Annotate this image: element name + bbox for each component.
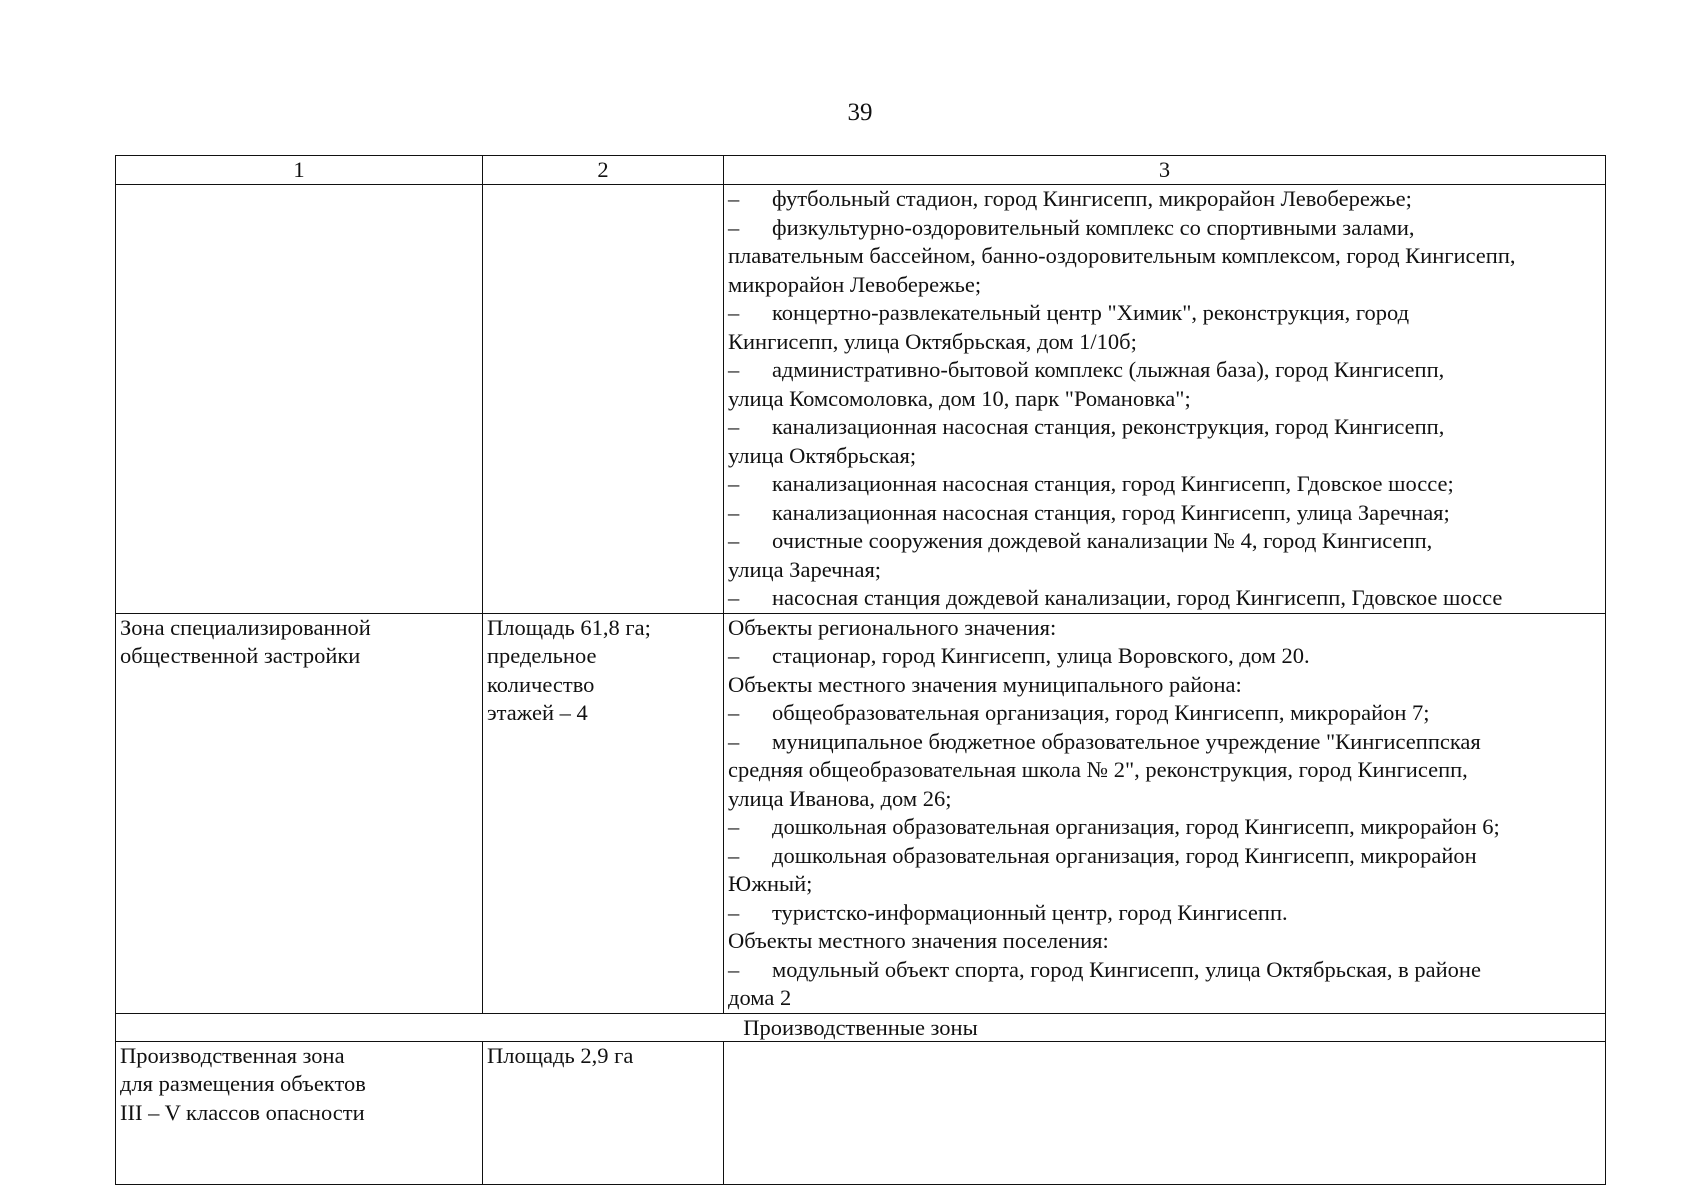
cell-line: Производственная зона [120, 1042, 345, 1068]
list-item-text: муниципальное бюджетное образовательное учреждение "Кингисеппская [772, 728, 1481, 754]
header-cell-3: 3 [724, 156, 1606, 185]
cell-line: улица Заречная; [728, 556, 882, 582]
list-item [728, 842, 1601, 871]
list-dash: – [728, 528, 740, 553]
list-dash: – [728, 814, 740, 839]
list-dash: – [728, 728, 740, 754]
list-dash: – [728, 499, 740, 525]
list-item [728, 728, 1601, 757]
cell-line: Площадь 61,8 га; [487, 614, 651, 640]
zone-name-cell [116, 185, 483, 614]
list-item-text: канализационная насосная станция, реконструкция, город Кингисепп, [772, 414, 1445, 439]
table-row [116, 613, 1606, 1013]
zone-params-cell [483, 1041, 724, 1184]
cell-line: улица Комсомоловка, дом 10, парк "Романовка"; [728, 385, 1191, 411]
list-item [728, 299, 1601, 328]
cell-line: микрорайон Левобережье; [728, 271, 982, 297]
list-item [728, 699, 1601, 728]
cell-line: плавательным бассейном, банно-оздоровительным комплексом, город Кингисепп, [728, 243, 1516, 268]
list-item-text: концертно-развлекательный центр "Химик", реконструкция, город [772, 300, 1410, 325]
cell-line: Южный; [728, 871, 813, 896]
list-dash: – [728, 842, 740, 868]
zone-objects-cell [724, 1041, 1606, 1184]
list-item-text: футбольный стадион, город Кингисепп, микрорайон Левобережье; [772, 186, 1412, 211]
list-item [728, 470, 1601, 499]
section-row [116, 1013, 1606, 1041]
cell-line: Кингисепп, улица Октябрьская, дом 1/10б; [728, 328, 1137, 354]
list-dash: – [728, 471, 740, 496]
cell-line: улица Иванова, дом 26; [728, 785, 952, 811]
zone-params-cell [483, 185, 724, 614]
cell-line: Площадь 2,9 га [487, 1042, 634, 1068]
zone-objects-cell [724, 185, 1606, 614]
list-item-text: физкультурно-оздоровительный комплекс со спортивными залами, [772, 214, 1415, 240]
list-item [728, 956, 1601, 985]
cell-line: Объекты регионального значения: [728, 614, 1057, 640]
cell-line: Объекты местного значения поселения: [728, 928, 1109, 953]
cell-line: для размещения объектов [120, 1071, 366, 1096]
list-item-text: очистные сооружения дождевой канализации № 4, город Кингисепп, [772, 528, 1433, 553]
list-item [728, 214, 1601, 243]
table-row [116, 185, 1606, 614]
header-cell-1: 1 [116, 156, 483, 185]
list-item-text: канализационная насосная станция, город Кингисепп, Гдовское шоссе; [772, 471, 1454, 496]
list-dash: – [728, 899, 740, 925]
list-item [728, 499, 1601, 528]
list-dash: – [728, 300, 740, 325]
list-item-text: канализационная насосная станция, город Кингисепп, улица Заречная; [772, 499, 1450, 525]
list-item [728, 899, 1601, 928]
list-dash: – [728, 186, 740, 211]
table-header-row [116, 156, 1606, 185]
cell-line: Зона специализированной [120, 614, 371, 640]
zone-name-cell [116, 1041, 483, 1184]
list-dash: – [728, 414, 740, 439]
list-item-text: туристско-информационный центр, город Кингисепп. [772, 899, 1288, 925]
list-item-text: модульный объект спорта, город Кингисепп, улица Октябрьская, в районе [772, 956, 1481, 982]
list-item [728, 642, 1601, 671]
header-cell-2: 2 [483, 156, 724, 185]
table-row [116, 1041, 1606, 1184]
cell-line: общественной застройки [120, 643, 361, 668]
cell-line: Объекты местного значения муниципального района: [728, 671, 1242, 697]
zone-objects-cell [724, 613, 1606, 1013]
list-item-text: общеобразовательная организация, город Кингисепп, микрорайон 7; [772, 700, 1430, 725]
list-item-text: дошкольная образовательная организация, город Кингисепп, микрорайон [772, 842, 1477, 868]
cell-line: предельное [487, 643, 597, 668]
page-number: 39 [847, 99, 873, 126]
list-item-text: стационар, город Кингисепп, улица Воровского, дом 20. [772, 643, 1310, 668]
list-item [728, 527, 1601, 556]
cell-line: этажей – 4 [487, 700, 588, 725]
list-dash: – [728, 357, 740, 382]
cell-line: дома 2 [728, 985, 792, 1010]
zone-params-cell [483, 613, 724, 1013]
zone-name-cell [116, 613, 483, 1013]
section-title: Производственные зоны [116, 1013, 1606, 1041]
list-dash: – [728, 585, 740, 610]
zones-table [115, 155, 1606, 1185]
list-dash: – [728, 700, 740, 725]
list-dash: – [728, 956, 740, 982]
list-item-text: насосная станция дождевой канализации, город Кингисепп, Гдовское шоссе [772, 585, 1503, 610]
cell-line: III – V классов опасности [120, 1099, 365, 1125]
cell-line: количество [487, 671, 595, 697]
list-item [728, 185, 1601, 214]
list-dash: – [728, 643, 740, 668]
list-item [728, 813, 1601, 842]
list-item-text: административно-бытовой комплекс (лыжная база), город Кингисепп, [772, 357, 1445, 382]
list-item [728, 413, 1601, 442]
list-item-text: дошкольная образовательная организация, город Кингисепп, микрорайон 6; [772, 814, 1500, 839]
list-item [728, 584, 1601, 613]
list-item [728, 356, 1601, 385]
list-dash: – [728, 214, 740, 240]
cell-line: средняя общеобразовательная школа № 2", реконструкция, город Кингисепп, [728, 757, 1468, 782]
cell-line: улица Октябрьская; [728, 442, 917, 468]
